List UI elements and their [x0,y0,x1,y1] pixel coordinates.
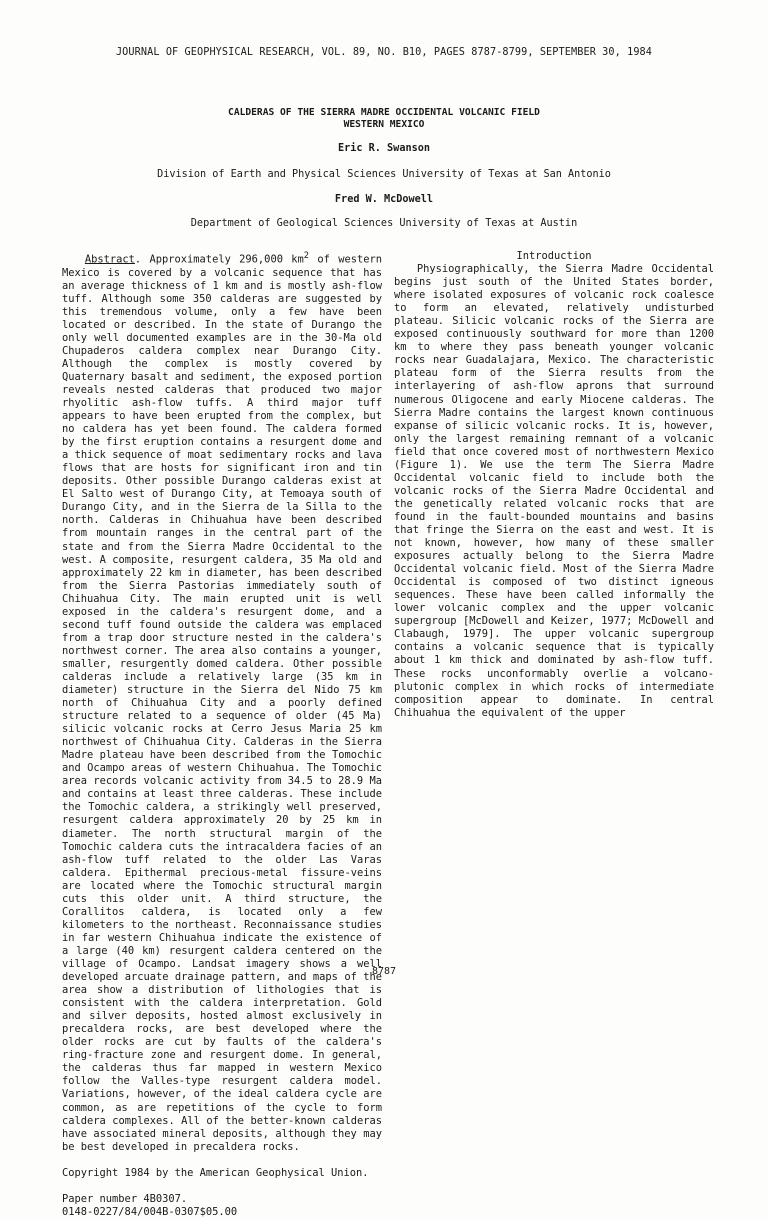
right-column [394,250,714,720]
abstract-lead: . Approximately 296,000 km [134,253,304,266]
introduction-heading: Introduction [516,250,592,262]
author-1-name: Eric R. Swanson [337,143,430,154]
abstract-superscript: 2 [303,251,310,261]
copyright-notice: Copyright 1984 by the American Geophysical Union. [62,1166,369,1179]
article-code: 0148-0227/84/004B-0307$05.00 [62,1205,238,1218]
author-2-affiliation: Department of Geological Sciences University of Texas at Austin [190,218,578,229]
abstract-text: of western Mexico is covered by a volcanic sequence that has an average thickness of 1 km and is mostly ash-flow tuff. Although some 350 calderas are suggested by this tremendous volume, only a few have been located or described. In the state of Durango the only well documented examples are in the 30-Ma old Chupaderos caldera complex near Durango City. Although the complex is mostly covered by Quaternary basalt and sediment, the exposed portion reveals nested calderas that produced two major rhyolitic ash-flow tuffs. A third major tuff appears to have been erupted from the complex, but no caldera has yet been found. The caldera formed by the first eruption contains a resurgent dome and a thick sequence of moat sedimentary rocks and lava flows that are hosts for significant iron and tin deposits. Other possible Durango calderas exist at El Salto west of Durango City, at Temoaya south of Durango City, and in the Sierra de la Silla to the north. Calderas in Chihuahua have been described from mountain ranges in the central part of the state and from the Sierra Madre Occidental to the west. A composite, resurgent caldera, 35 Ma old and approximately 22 km in diameter, has been described from the Sierra Pastorias immediately south of Chihuahua City. The main erupted unit is well exposed in the caldera's resurgent dome, and a second tuff found outside the caldera was emplaced from a trap door structure nested in the caldera's northwest corner. The area also contains a younger, smaller, resurgently domed caldera. Other possible calderas include a relatively large (35 km in diameter) structure in the Sierra del Nido 75 km north of Chihuahua City and a poorly defined structure related to a sequence of older (45 Ma) silicic volcanic rocks at Cerro Jesus Maria 25 km northwest of Chihuahua City. Calderas in the Sierra Madre plateau have been described from the Tomochic and Ocampo areas of western Chihuahua. The Tomochic area records volcanic activity from 34.5 to 28.9 Ma and contains at least three calderas. These include the Tomochic caldera, a strikingly well preserved, resurgent caldera approximately 20 by 25 km in diameter. The north structural margin of the Tomochic caldera cuts the intracaldera facies of an ash-flow tuff related to the older Las Varas caldera. Epithermal precious-metal fissure-veins are located where the Tomochic structural margin cuts this older unit. A third structure, the Corallitos caldera, is located only a few kilometers to the northeast. Reconnaissance studies in far western Chihuahua indicate the existence of a large (40 km) resurgent caldera centered on the village of Ocampo. Landsat imagery shows a well developed arcuate drainage pattern, and maps of the area show a distribution of lithologies that is consistent with the caldera interpretation. Gold and silver deposits, hosted almost exclusively in precaldera rocks, are best developed where the older rocks are cut by faults of the caldera's ring-fracture zone and resurgent dome. In general, the calderas thus far mapped in western Mexico follow the Valles-type resurgent caldera model. Variations, however, of the ideal caldera cycle are common, as are repetitions of the cycle to form caldera complexes. All of the better-known calderas have associated mineral deposits, although they may be best developed in precaldera rocks. [62,253,382,1153]
paper-title [0,107,768,131]
running-head: JOURNAL OF GEOPHYSICAL RESEARCH, VOL. 89, NO. B10, PAGES 8787-8799, SEPTEMBER 30, 1984 [115,47,653,58]
title-line-1: CALDERAS OF THE SIERRA MADRE OCCIDENTAL VOLCANIC FIELD [228,107,540,118]
author-1-affiliation: Division of Earth and Physical Sciences University of Texas at San Antonio [157,169,611,180]
page-number: 8787 [371,966,397,977]
author-2-name: Fred W. McDowell [334,194,434,205]
title-line-2: WESTERN MEXICO [343,119,425,130]
abstract-paragraph [62,250,382,1154]
abstract-label: Abstract [84,253,135,266]
paper-number: Paper number 4B0307. [62,1192,188,1205]
introduction-paragraph: Physiographically, the Sierra Madre Occidental begins just south of the United States border, where isolated exposures of volcanic rock coalesce to form an elevated, relatively undisturbed plateau. Silicic volcanic rocks of the Sierra are exposed continuously southward for more than 1200 km to where they pass beneath younger volcanic rocks near Guadalajara, Mexico. The characteristic plateau form of the Sierra results from the interlayering of ash-flow aprons that surround numerous Oligocene and early Miocene calderas. The Sierra Madre contains the largest known continuous expanse of silicic volcanic rocks. It is, however, only the largest remaining remnant of a volcanic field that once covered most of northwestern Mexico (Figure 1). We use the term The Sierra Madre Occidental volcanic field to include both the volcanic rocks of the Sierra Madre Occidental and the genetically related volcanic rocks that are found in the fault-bounded mountains and basins that fringe the Sierra on the east and west. It is not known, however, how many of these smaller exposures actually belong to the Sierra Madre Occidental volcanic field. Most of the Sierra Madre Occidental is composed of two distinct igneous sequences. These have been called informally the lower volcanic complex and the upper volcanic supergroup [McDowell and Keizer, 1977; McDowell and Clabaugh, 1979]. The upper volcanic supergroup contains a volcanic sequence that is typically about 1 km thick and dominated by ash-flow tuff. These rocks unconformably overlie a volcano-plutonic complex in which rocks of intermediate composition appear to dominate. In central Chihuahua the equivalent of the upper [394,263,714,719]
left-column [62,250,382,1219]
